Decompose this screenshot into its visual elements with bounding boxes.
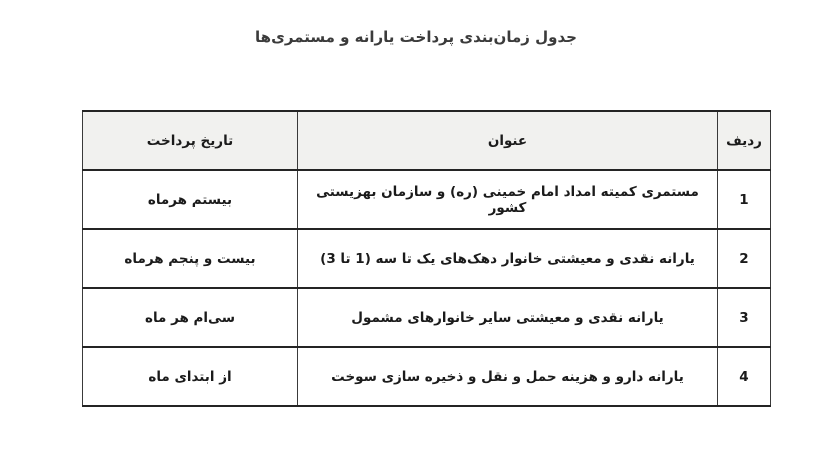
- table-row: [83, 229, 771, 288]
- payment-schedule-table: [82, 110, 771, 407]
- page-title: جدول زمان‌بندی پرداخت یارانه و مستمری‌ها: [255, 28, 577, 46]
- header-payment-date: تاریخ پرداخت: [83, 111, 298, 170]
- row-title-cell: یارانه دارو و هزینه حمل و نقل و ذخیره سازی سوخت: [298, 347, 718, 406]
- row-payment-date-cell: بیستم هرماه: [83, 170, 298, 229]
- row-payment-date-cell: بیست و پنجم هرماه: [83, 229, 298, 288]
- row-title-cell: یارانه نقدی و معیشتی خانوار دهک‌های یک تا سه (1 تا 3): [298, 229, 718, 288]
- table-row: [83, 347, 771, 406]
- row-payment-date-cell: از ابتدای ماه: [83, 347, 298, 406]
- header-title: عنوان: [298, 111, 718, 170]
- table-row: [83, 170, 771, 229]
- row-payment-date-cell: سی‌ام هر ماه: [83, 288, 298, 347]
- table-header-row: [83, 111, 771, 170]
- header-row-number: ردیف: [718, 111, 771, 170]
- row-number-cell: 3: [718, 288, 771, 347]
- row-number-cell: 4: [718, 347, 771, 406]
- row-title-cell: یارانه نقدی و معیشتی سایر خانوارهای مشمول: [298, 288, 718, 347]
- row-title-cell: مستمری کمیته امداد امام خمینی (ره) و سازمان بهزیستی کشور: [298, 170, 718, 229]
- table-row: [83, 288, 771, 347]
- row-number-cell: 1: [718, 170, 771, 229]
- row-number-cell: 2: [718, 229, 771, 288]
